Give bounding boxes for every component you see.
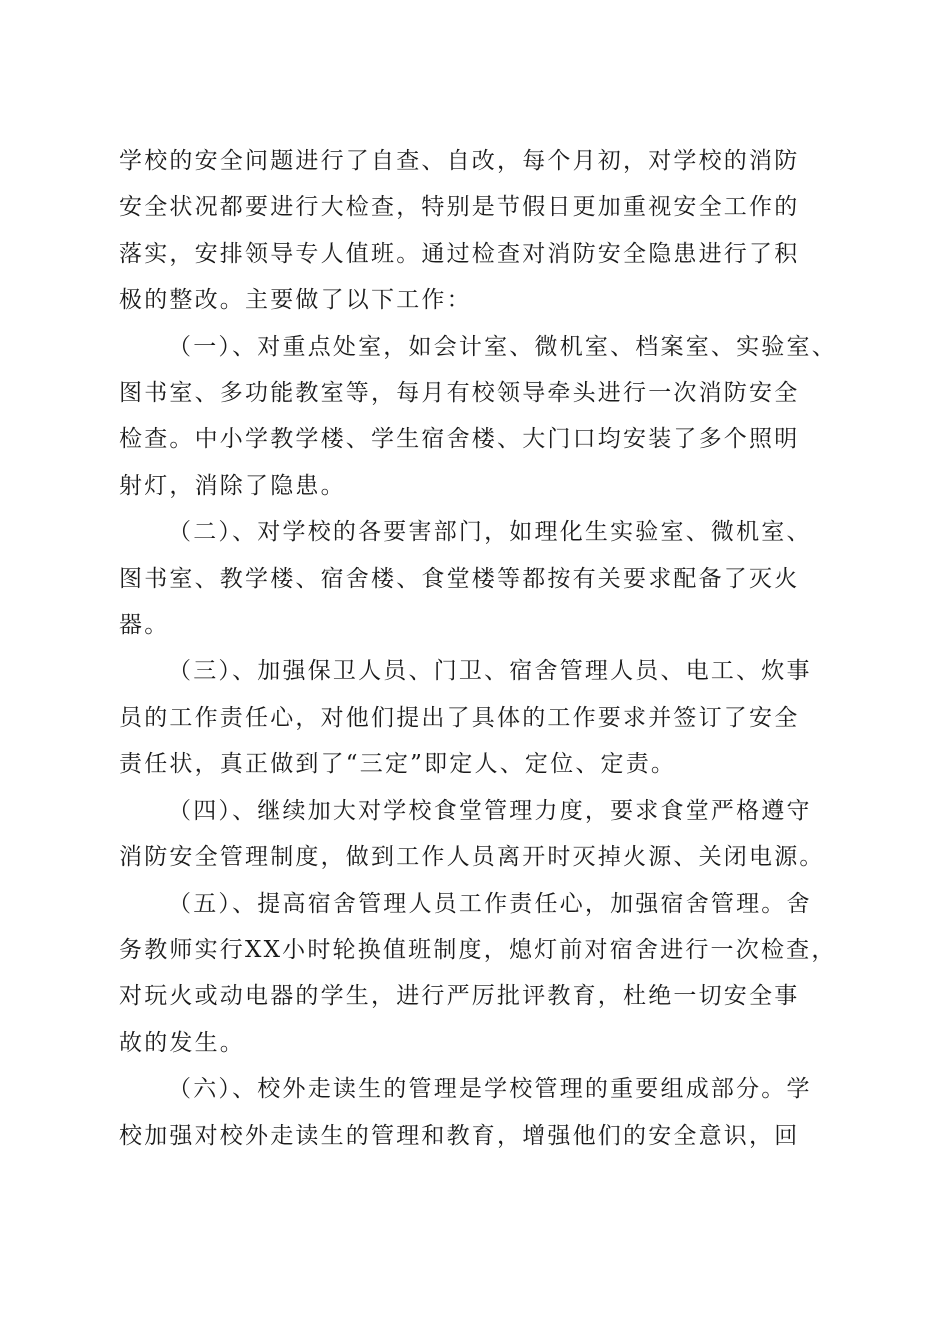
text-line: 对玩火或动电器的学生，进行严厉批评教育，杜绝一切安全事 — [119, 983, 800, 1010]
paragraph-item-3 — [119, 648, 839, 787]
document-body — [119, 138, 839, 1159]
text-line: （三）、加强保卫人员、门卫、宿舍管理人员、电工、炊事 — [168, 658, 812, 685]
text-line: 落实，安排领导专人值班。通过检查对消防安全隐患进行了积 — [119, 240, 800, 267]
text-line: 务教师实行XX小时轮换值班制度，熄灯前对宿舍进行一次检查， — [119, 936, 837, 963]
text-line: 员的工作责任心，对他们提出了具体的工作要求并签订了安全 — [119, 704, 800, 731]
text-line: 极的整改。主要做了以下工作： — [119, 287, 472, 314]
paragraph-intro — [119, 138, 839, 324]
text-line: 故的发生。 — [119, 1029, 245, 1056]
text-line: 检查。中小学教学楼、学生宿舍楼、大门口均安装了多个照明 — [119, 426, 800, 453]
text-line: （六）、校外走读生的管理是学校管理的重要组成部分。学 — [168, 1076, 812, 1103]
text-line: 射灯，消除了隐患。 — [119, 472, 346, 499]
paragraph-item-4 — [119, 788, 839, 881]
text-line: （四）、继续加大对学校食堂管理力度，要求食堂严格遵守 — [168, 797, 812, 824]
paragraph-item-2 — [119, 509, 839, 648]
paragraph-item-1 — [119, 324, 839, 510]
text-line: 安全状况都要进行大检查，特别是节假日更加重视安全工作的 — [119, 194, 800, 221]
text-line: （一）、对重点处室，如会计室、微机室、档案室、实验室、 — [168, 333, 837, 360]
text-line: 校加强对校外走读生的管理和教育，增强他们的安全意识，回 — [119, 1122, 800, 1149]
text-line: 器。 — [119, 612, 170, 639]
text-line: （五）、提高宿舍管理人员工作责任心，加强宿舍管理。舍 — [168, 890, 812, 917]
text-line: 图书室、教学楼、宿舍楼、食堂楼等都按有关要求配备了灭火 — [119, 565, 800, 592]
text-line: 消防安全管理制度，做到工作人员离开时灭掉火源、关闭电源。 — [119, 844, 825, 871]
text-line: 图书室、多功能教室等，每月有校领导牵头进行一次消防安全 — [119, 380, 800, 407]
text-line: 学校的安全问题进行了自查、自改，每个月初，对学校的消防 — [119, 148, 800, 174]
text-line: （二）、对学校的各要害部门，如理化生实验室、微机室、 — [168, 519, 812, 546]
paragraph-item-6 — [119, 1066, 839, 1159]
paragraph-item-5 — [119, 881, 839, 1067]
text-line: 责任状，真正做到了“三定”即定人、定位、定责。 — [119, 751, 677, 778]
